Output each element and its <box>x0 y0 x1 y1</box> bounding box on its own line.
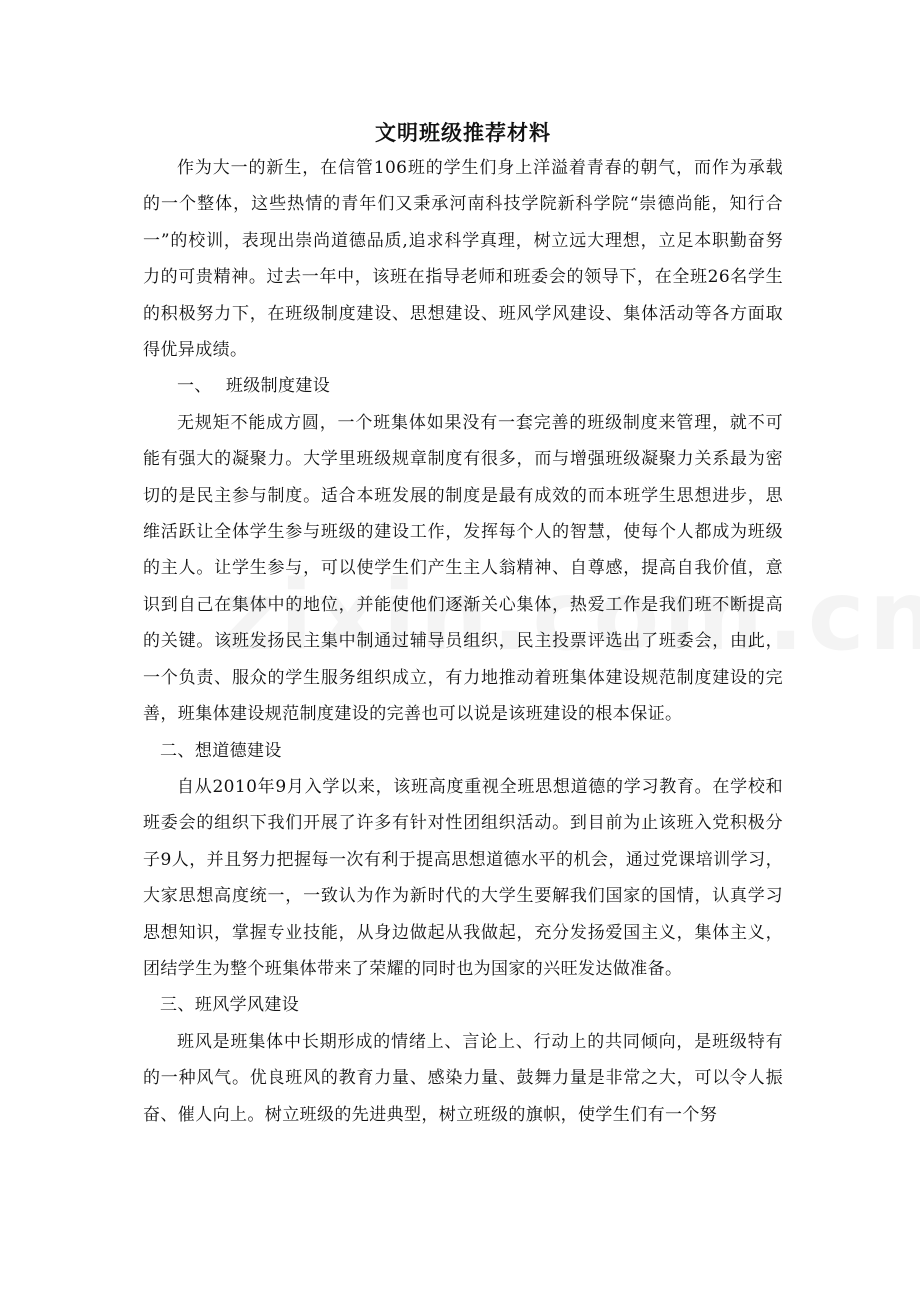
section-number: 二、 <box>160 740 195 761</box>
section-paragraph: 班风是班集体中长期形成的情绪上、言论上、行动上的共同倾向，是班级特有的一种风气。优良班风的教育力量、感染力量、鼓舞力量是非常之大，可以令人振奋、催人向上。树立班级的先进典型，树立班级的旗帜，使学生们有一个努 <box>143 1031 783 1125</box>
section-heading-text: 班风学风建设 <box>194 995 300 1016</box>
section-heading-text: 班级制度建设 <box>225 376 331 397</box>
section-heading <box>143 368 783 404</box>
document-title: 文明班级推荐材料 <box>375 121 551 145</box>
intro-paragraph: 作为大一的新生，在信管106班的学生们身上洋溢着青春的朝气，而作为承载的一个整体，这些热情的青年们又秉承河南科技学院新科学院“崇德尚能，知行合一”的校训，表现出崇尚道德品质,追求科学真理，树立远大理想，立足本职勤奋努力的可贵精神。过去一年中，该班在指导老师和班委会的领导下，在全班26名学生的积极努力下，在班级制度建设、思想建设、班风学风建设、集体活动等各方面取得优异成绩。 <box>143 158 783 361</box>
section-heading <box>143 987 783 1023</box>
document-body <box>143 116 783 1133</box>
section-2 <box>143 733 783 988</box>
section-number: 三、 <box>160 995 195 1016</box>
section-number: 一、 <box>177 376 212 397</box>
section-1 <box>143 368 783 732</box>
section-paragraph: 自从2010年9月入学以来，该班高度重视全班思想道德的学习教育。在学校和班委会的组织下我们开展了许多有针对性团组织活动。到目前为止该班入党积极分子9人，并且努力把握每一次有利于提高思想道德水平的机会，通过党课培训学习，大家思想高度统一，一致认为作为新时代的大学生要解我们国家的国情，认真学习思想知识，掌握专业技能，从身边做起从我做起，充分发扬爱国主义，集体主义，团结学生为整个班集体带来了荣耀的同时也为国家的兴旺发达做准备。 <box>143 776 783 979</box>
section-heading <box>143 733 783 769</box>
section-paragraph: 无规矩不能成方圆，一个班集体如果没有一套完善的班级制度来管理，就不可能有强大的凝聚力。大学里班级规章制度有很多，而与增强班级凝聚力关系最为密切的是民主参与制度。适合本班发展的制度是最有成效的而本班学生思想进步，思维活跃让全体学生参与班级的建设工作，发挥每个人的智慧，使每个人都成为班级的主人。让学生参与，可以使学生们产生主人翁精神、自尊感，提高自我价值，意识到自己在集体中的地位，并能使他们逐渐关心集体，热爱工作是我们班不断提高的关键。该班发扬民主集中制通过辅导员组织，民主投票评选出了班委会，由此，一个负责、服众的学生服务组织成立，有力地推动着班集体建设规范制度建设的完善，班集体建设规范制度建设的完善也可以说是该班建设的根本保证。 <box>143 412 783 725</box>
section-heading-text: 想道德建设 <box>194 740 282 761</box>
section-3 <box>143 987 783 1133</box>
